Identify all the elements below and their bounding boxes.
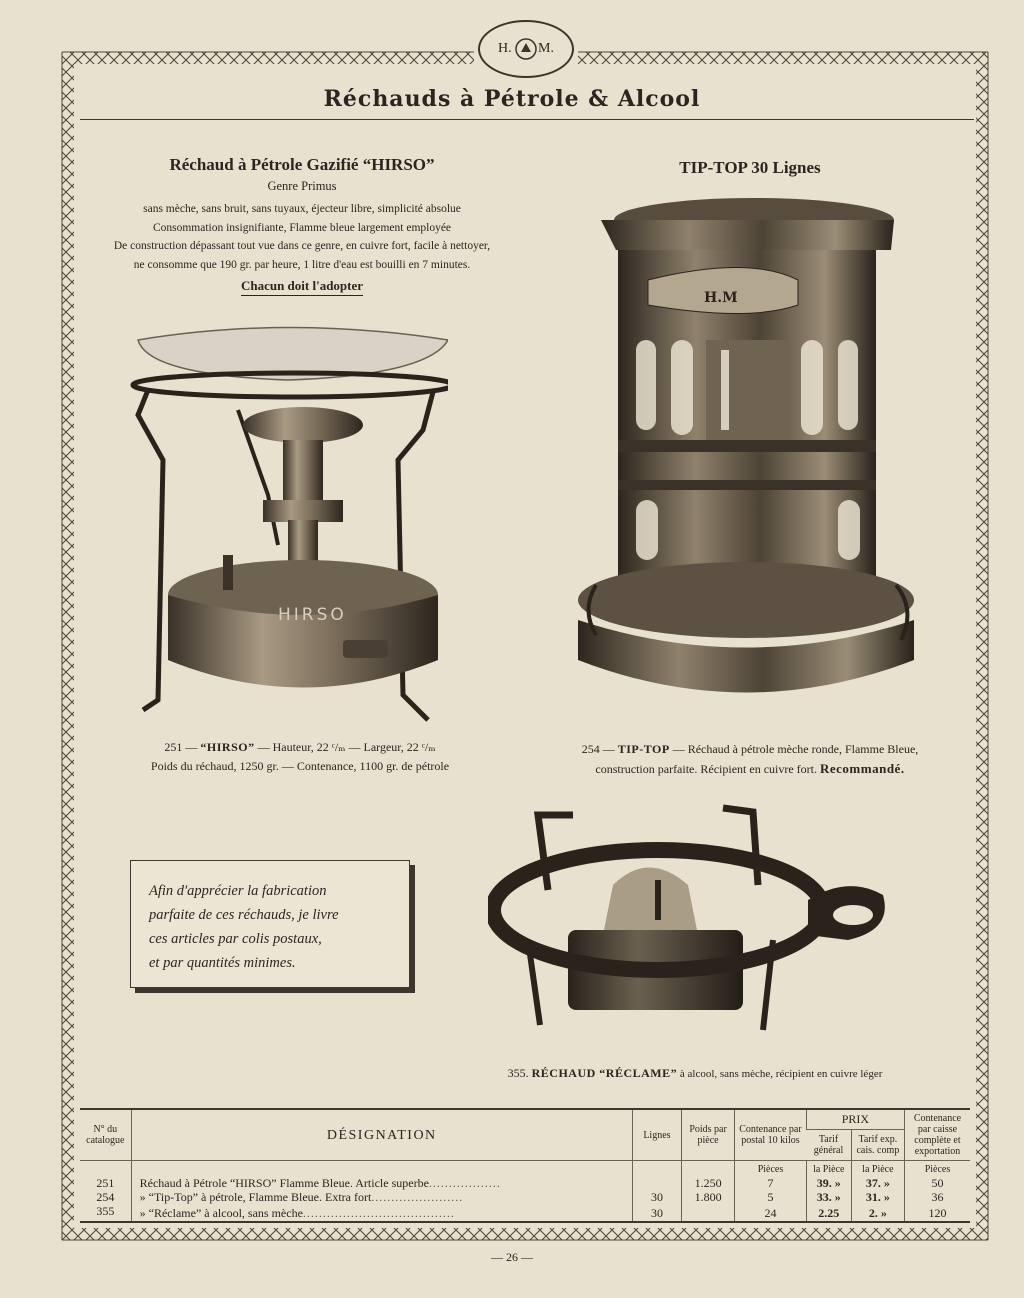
leader-dots: ....................... <box>371 1190 464 1204</box>
table-row <box>80 1190 970 1204</box>
cell-tarif-general: 33. » <box>806 1190 851 1204</box>
hirso-engraving: HIRSO <box>278 605 347 625</box>
reclame-stove-image <box>488 800 898 1040</box>
cell-poids <box>681 1204 734 1222</box>
col-header-lignes: Lignes <box>632 1109 681 1161</box>
logo-left-letter: H. <box>498 41 512 56</box>
caption-product-name: RÉCHAUD “RÉCLAME” <box>531 1066 678 1080</box>
hirso-desc-line: De construction dépassant tout vue dans ce genre, en cuivre fort, facile à nettoyer, <box>113 240 491 252</box>
hirso-subheading: Genre Primus <box>267 179 337 193</box>
cell-num: 254 <box>96 1190 115 1204</box>
tiptop-stove-image <box>576 190 921 725</box>
caption-number: 254 — <box>581 742 618 756</box>
cell-designation <box>131 1190 632 1204</box>
hirso-caption <box>100 738 500 776</box>
notice-line: Afin d'apprécier la fabrication <box>149 883 327 899</box>
cell-postal: 7 <box>735 1176 807 1190</box>
brand-logo <box>478 20 574 78</box>
cell-poids: 1.250 <box>681 1176 734 1190</box>
cell-postal: 24 <box>735 1204 807 1222</box>
caption-text: — Hauteur, 22 ᶜ/ₘ — Largeur, 22 ᶜ/ₘ <box>254 740 436 754</box>
tiptop-nameplate: H.M <box>704 290 738 306</box>
hirso-desc-line: ne consomme que 190 gr. par heure, 1 litre d'eau est bouilli en 7 minutes. <box>133 258 471 271</box>
cell-caisse: 120 <box>904 1204 970 1222</box>
cell-poids: 1.800 <box>681 1190 734 1204</box>
designation-text: » “Réclame” à alcool, sans mèche <box>139 1205 303 1220</box>
reclame-caption <box>460 1064 930 1084</box>
cell-postal: 5 <box>735 1190 807 1204</box>
cell-caisse: 36 <box>904 1190 970 1204</box>
hirso-desc-line: Consommation insignifiante, Flamme bleue largement employée <box>152 221 452 234</box>
tiptop-heading: TIP-TOP 30 Lignes <box>679 158 821 177</box>
table-row <box>80 1176 970 1190</box>
caption-number: 355. <box>507 1066 532 1080</box>
cell-tarif-general: 39. » <box>806 1176 851 1190</box>
notice-line: et par quantités minimes. <box>149 955 296 971</box>
col-header-poids: Poids par pièce <box>681 1109 734 1161</box>
hirso-motto: Chacun doit l'adopter <box>241 278 363 296</box>
price-table <box>80 1108 970 1223</box>
caption-number: 251 — <box>164 740 201 754</box>
caption-product-name: “HIRSO” <box>200 740 255 754</box>
leader-dots: .................. <box>428 1176 501 1190</box>
caption-text: à alcool, sans mèche, récipient en cuivre léger <box>677 1068 883 1080</box>
notice-line: ces articles par colis postaux, <box>149 931 322 947</box>
col-header-contenance-postal: Contenance par postal 10 kilos <box>735 1109 807 1161</box>
leader-dots: ...................................... <box>302 1205 455 1220</box>
logo-right-letter: M. <box>538 41 554 56</box>
cell-lignes <box>632 1176 681 1190</box>
col-header-tarif-general: Tarif général <box>813 1133 844 1156</box>
hirso-desc-line: sans mèche, sans bruit, sans tuyaux, éjecteur libre, simplicité absolue <box>143 203 461 215</box>
cell-lignes: 30 <box>632 1190 681 1204</box>
cell-designation <box>131 1204 632 1222</box>
caption-product-name: TIP-TOP <box>617 742 670 756</box>
hirso-heading: Réchaud à Pétrole Gazifié “HIRSO” <box>169 155 435 174</box>
cell-tarif-exp: 2. » <box>851 1204 904 1222</box>
cell-lignes: 30 <box>632 1204 681 1222</box>
cell-designation <box>131 1176 632 1190</box>
unit-label: Pièces <box>904 1161 970 1177</box>
caption-text: — Réchaud à pétrole mèche ronde, Flamme Bleue, <box>669 742 919 756</box>
caption-text: construction parfaite. Récipient en cuivre fort. <box>595 762 820 776</box>
unit-label: la Pièce <box>851 1161 904 1177</box>
cell-tarif-general: 2.25 <box>806 1204 851 1222</box>
notice-box <box>130 860 410 988</box>
col-header-prix: PRIX <box>806 1109 904 1129</box>
caption-text: Poids du réchaud, 1250 gr. — Contenance, 1100 gr. de pétrole <box>150 759 450 773</box>
cell-tarif-exp: 31. » <box>851 1190 904 1204</box>
notice-line: parfaite de ces réchauds, je livre <box>149 907 339 923</box>
col-header-catalogue: N° du catalogue <box>86 1124 125 1146</box>
cell-num: 355 <box>96 1204 115 1218</box>
col-header-designation: DÉSIGNATION <box>131 1109 632 1161</box>
table-units-row <box>80 1161 970 1177</box>
caption-recommended: Recommandé. <box>820 761 905 776</box>
page-title: Réchauds à Pétrole & Alcool <box>323 86 701 112</box>
col-header-contenance-caisse: Contenance par caisse complète et exportation <box>904 1109 970 1161</box>
designation-text: » “Tip-Top” à pétrole, Flamme Bleue. Extra fort <box>139 1190 372 1204</box>
title-divider <box>80 119 974 120</box>
cell-tarif-exp: 37. » <box>851 1176 904 1190</box>
col-header-tarif-exp: Tarif exp. cais. comp <box>851 1129 904 1160</box>
cell-num: 251 <box>96 1176 115 1190</box>
hirso-intro <box>72 155 532 296</box>
page-number: — 26 — <box>491 1250 533 1264</box>
tiptop-caption <box>530 740 970 779</box>
designation-text: Réchaud à Pétrole “HIRSO” Flamme Bleue. Article superbe <box>139 1176 429 1190</box>
table-row <box>80 1204 970 1222</box>
seal-emblem-icon <box>514 37 538 61</box>
unit-label: Pièces <box>735 1161 807 1177</box>
hirso-stove-image <box>128 320 448 730</box>
unit-label: la Pièce <box>806 1161 851 1177</box>
cell-caisse: 50 <box>904 1176 970 1190</box>
